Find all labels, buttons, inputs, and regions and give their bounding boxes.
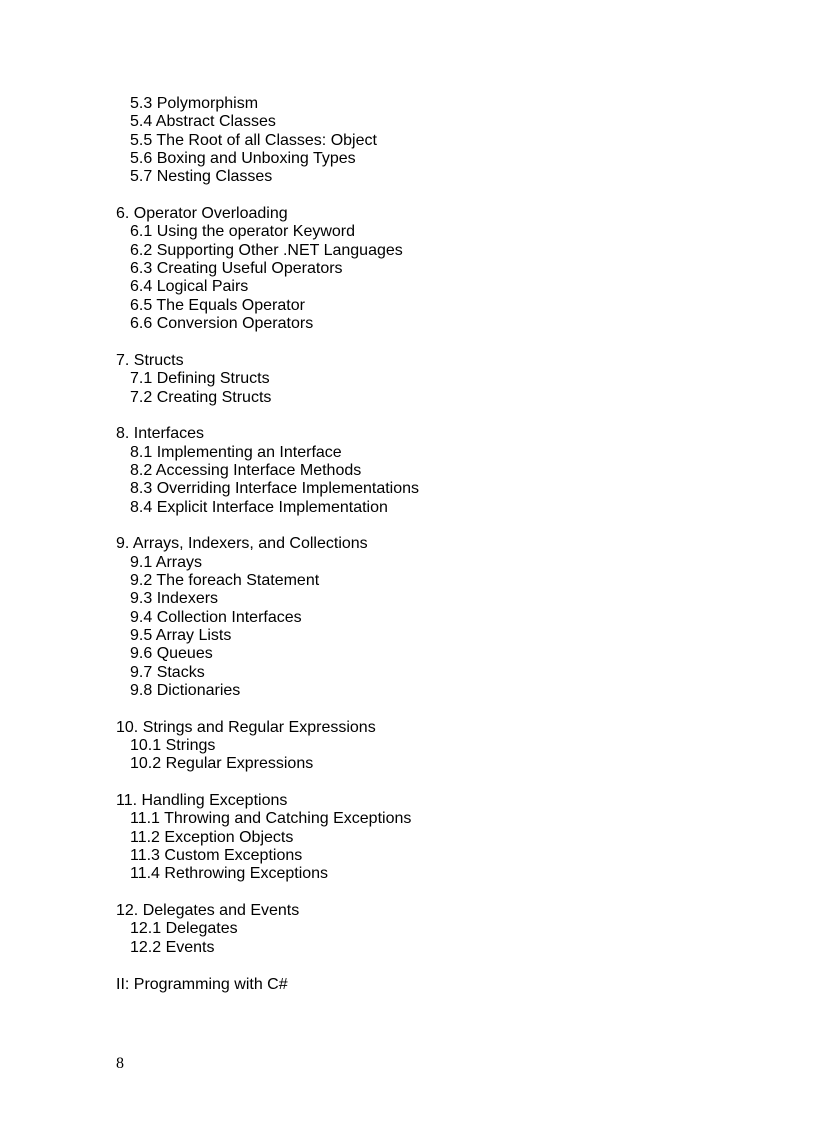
toc-section: 8.3 Overriding Interface Implementations <box>130 480 420 498</box>
toc-section: 6.2 Supporting Other .NET Languages <box>130 241 403 259</box>
toc-section: 5.5 The Root of all Classes: Object <box>130 131 377 149</box>
toc-part-heading: II: Programming with C# <box>116 975 288 993</box>
table-of-contents <box>116 95 756 994</box>
toc-section: 11.4 Rethrowing Exceptions <box>130 865 329 883</box>
toc-chapter-title: 6. Operator Overloading <box>116 205 288 223</box>
toc-section: 9.4 Collection Interfaces <box>130 608 302 626</box>
toc-spacer <box>116 884 756 902</box>
toc-spacer <box>116 333 756 351</box>
toc-section: 10.2 Regular Expressions <box>130 755 314 773</box>
toc-spacer <box>116 517 756 535</box>
toc-section: 9.8 Dictionaries <box>130 682 241 699</box>
toc-spacer <box>116 187 756 205</box>
toc-chapter-title: 12. Delegates and Events <box>116 902 300 920</box>
toc-spacer <box>116 774 756 792</box>
toc-chapter-title: 9. Arrays, Indexers, and Collections <box>116 535 368 553</box>
toc-section: 7.1 Defining Structs <box>130 370 270 388</box>
toc-section: 9.6 Queues <box>130 645 213 663</box>
toc-section: 8.2 Accessing Interface Methods <box>130 461 362 479</box>
toc-section: 8.1 Implementing an Interface <box>130 443 342 461</box>
toc-chapter-title: 10. Strings and Regular Expressions <box>116 718 376 736</box>
toc-section: 5.7 Nesting Classes <box>130 168 273 186</box>
toc-spacer <box>116 957 756 975</box>
toc-section: 12.2 Events <box>130 938 215 956</box>
toc-section: 6.3 Creating Useful Operators <box>130 260 343 278</box>
toc-section: 11.3 Custom Exceptions <box>130 847 303 865</box>
toc-section: 5.6 Boxing and Unboxing Types <box>130 150 356 168</box>
toc-section: 9.5 Array Lists <box>130 626 232 644</box>
toc-section: 6.4 Logical Pairs <box>130 278 249 296</box>
toc-section: 9.3 Indexers <box>130 590 219 608</box>
toc-chapter-title: 8. Interfaces <box>116 425 205 443</box>
toc-section: 5.3 Polymorphism <box>130 95 259 112</box>
toc-section: 7.2 Creating Structs <box>130 388 272 406</box>
toc-spacer <box>116 700 756 718</box>
toc-spacer <box>116 407 756 425</box>
toc-section: 10.1 Strings <box>130 737 216 755</box>
page-number: 8 <box>116 1055 124 1072</box>
toc-section: 8.4 Explicit Interface Implementation <box>130 498 388 516</box>
toc-section: 9.1 Arrays <box>130 553 203 571</box>
toc-section: 12.1 Delegates <box>130 920 238 938</box>
toc-section: 9.2 The foreach Statement <box>130 571 320 589</box>
toc-chapter-title: 7. Structs <box>116 351 184 369</box>
toc-section: 6.1 Using the operator Keyword <box>130 223 356 241</box>
toc-chapter-title: 11. Handling Exceptions <box>116 792 288 810</box>
toc-section: 11.1 Throwing and Catching Exceptions <box>130 810 412 828</box>
toc-section: 11.2 Exception Objects <box>130 828 294 846</box>
toc-section: 6.5 The Equals Operator <box>130 296 305 314</box>
toc-section: 6.6 Conversion Operators <box>130 315 314 333</box>
toc-section: 5.4 Abstract Classes <box>130 113 276 131</box>
toc-section: 9.7 Stacks <box>130 663 205 681</box>
